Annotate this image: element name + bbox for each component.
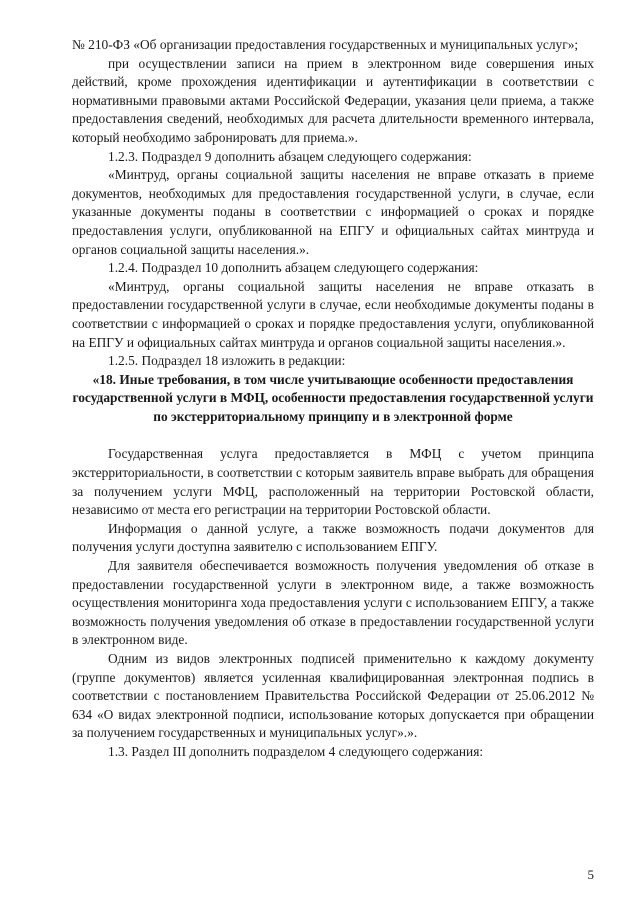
paragraph-epgu-info: Информация о данной услуге, а также возможность подачи документов для получения услуги доступна заявителю с использованием ЕПГУ. <box>72 520 594 555</box>
paragraph-refusal-notification: Для заявителя обеспечивается возможность получения уведомления об отказе в предоставлении государственной услуги в электронном виде, а также возможность осуществления мониторинга хода предоставления услуги с использованием ЕПГУ, а также возможность получения уведомления об отказе в предоставлении государственной услуги в электронном виде. <box>72 558 594 648</box>
paragraph-mfc-extraterritorial: Государственная услуга предоставляется в МФЦ с учетом принципа экстерриториальности, в соответствии с которым заявитель вправе выбрать для обращения за получением услуги МФЦ, расположенный на территории Ростовской области, независимо от места его регистрации на территории Ростовской области. <box>72 446 594 518</box>
page-number: 5 <box>587 867 594 882</box>
paragraph-electronic-signature: Одним из видов электронных подписей применительно к каждому документу (группе документов) является усиленная квалифицированная электронная подпись в соответствии с постановлением Правительства Российской Федерации от 25.06.2012 № 634 «О видах электронной подписи, использование которых допускается при обращении за получением государственных и муниципальных услуг».». <box>72 651 594 741</box>
paragraph-subsection-9-text: «Минтруд, органы социальной защиты населения не вправе отказать в приеме документов, необходимых для предоставления государственной услуги, в случае, если указанные документы поданы в соответствии с информацией о сроках и порядке предоставления услуги, опубликованной на ЕПГУ и официальных сайтах минтруда и органов социальной защиты населения.». <box>72 167 594 257</box>
paragraph-law-reference: № 210-ФЗ «Об организации предоставления государственных и муниципальных услуг»; <box>72 37 579 52</box>
section-18-heading: «18. Иные требования, в том числе учитывающие особенности предоставления государственной услуги в МФЦ, особенности предоставления государственной услуги по экстерриториальному принципу и в электронной форме <box>72 371 594 424</box>
paragraph-subsection-10-text: «Минтруд, органы социальной защиты населения не вправе отказать в предоставлении государственной услуги в случае, если необходимые документы поданы в соответствии с информацией о сроках и порядке предоставления услуги, опубликованной на ЕПГУ и официальных сайтах минтруда и органов социальной защиты населения.». <box>72 278 594 350</box>
blank-line <box>72 426 594 445</box>
paragraph-appointment-record: при осуществлении записи на прием в электронном виде совершения иных действий, кроме прохождения идентификации и аутентификации в соответствии с нормативными правовыми актами Российской Федерации, указания цели приема, а также предоставления сведений, необходимых для расчета длительности временного интервала, который необходимо забронировать для приема.». <box>72 55 594 145</box>
paragraph-item-1-2-4: 1.2.4. Подраздел 10 дополнить абзацем следующего содержания: <box>108 260 479 276</box>
document-body <box>72 36 594 762</box>
paragraph-item-1-2-5: 1.2.5. Подраздел 18 изложить в редакции: <box>108 353 346 369</box>
paragraph-item-1-3: 1.3. Раздел III дополнить подразделом 4 следующего содержания: <box>108 743 484 759</box>
paragraph-item-1-2-3: 1.2.3. Подраздел 9 дополнить абзацем следующего содержания: <box>108 148 472 164</box>
